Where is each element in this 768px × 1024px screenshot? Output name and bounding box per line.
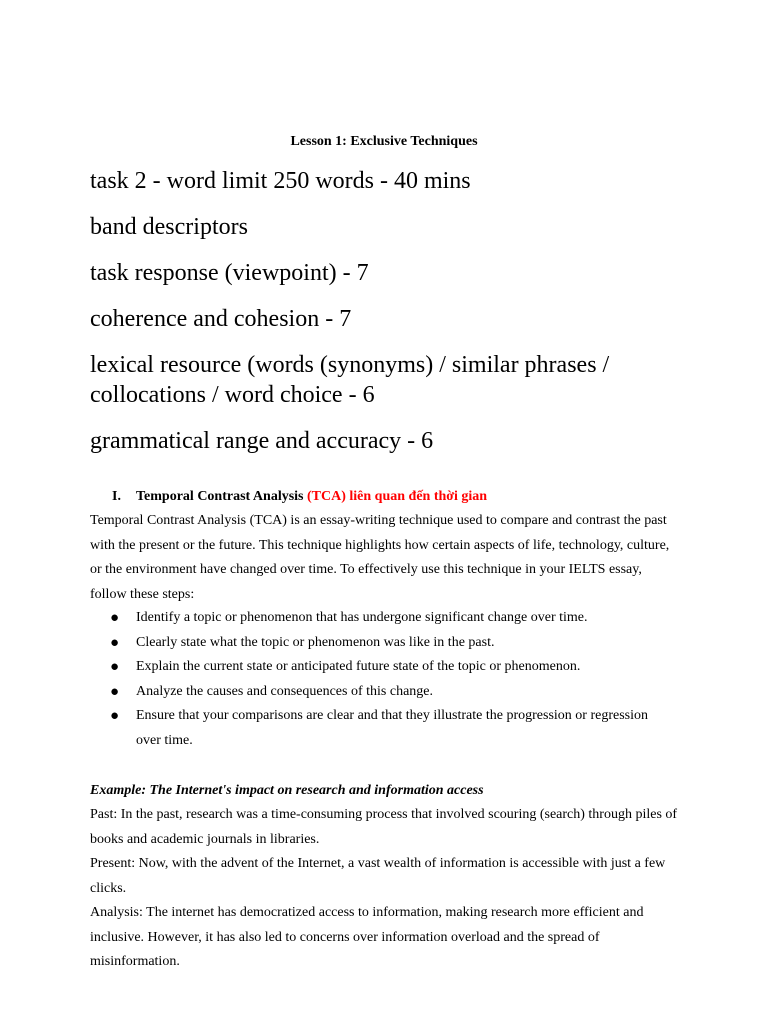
note-coherence-cohesion: coherence and cohesion - 7	[90, 306, 352, 332]
bullet-icon: ●	[110, 634, 120, 651]
step-text: Analyze the causes and consequences of this change.	[136, 683, 433, 699]
bullet-icon: ●	[110, 683, 120, 700]
step-text: Identify a topic or phenomenon that has undergone significant change over time.	[136, 610, 588, 625]
section-heading	[112, 487, 487, 507]
list-item	[110, 631, 670, 656]
notes-block	[90, 166, 690, 472]
list-item	[110, 680, 670, 705]
bullet-icon: ●	[110, 610, 120, 626]
list-item	[110, 704, 670, 753]
section-numeral: I.	[112, 489, 121, 504]
step-text: Ensure that your comparisons are clear and that they illustrate the progression or regression over time.	[136, 708, 649, 748]
section-title: Temporal Contrast Analysis	[136, 489, 304, 504]
list-item	[110, 655, 670, 680]
note-band-descriptors: band descriptors	[90, 214, 248, 240]
bullet-icon: ●	[110, 659, 120, 675]
bullet-icon: ●	[110, 708, 120, 724]
example-body	[90, 803, 680, 975]
steps-list	[110, 606, 670, 753]
step-text: Clearly state what the topic or phenomenon was like in the past.	[136, 634, 495, 650]
example-past: Past: In the past, research was a time-consuming process that involved scouring (search) through piles of books and academic journals in libraries.	[90, 807, 678, 847]
example-present: Present: Now, with the advent of the Internet, a vast wealth of information is accessible with just a few clicks.	[90, 856, 666, 896]
list-item	[110, 606, 670, 631]
lesson-title: Lesson 1: Exclusive Techniques	[290, 134, 478, 149]
section-intro: Temporal Contrast Analysis (TCA) is an essay-writing technique used to compare and contrast the past with the present or the future. This technique highlights how certain aspects of life, technology, culture, or the environment have changed over time. To effectively use this technique in your IELTS essay, follow these steps:	[90, 513, 670, 602]
note-task-2: task 2 - word limit 250 words - 40 mins	[90, 168, 471, 194]
step-text: Explain the current state or anticipated future state of the topic or phenomenon.	[136, 659, 581, 674]
example-heading: Example: The Internet's impact on research and information access	[90, 783, 484, 798]
note-lexical-resource: lexical resource (words (synonyms) / similar phrases / collocations / word choice - 6	[90, 352, 610, 408]
section-subtitle-red: (TCA) liên quan đến thời gian	[307, 489, 488, 504]
example-analysis: Analysis: The internet has democratized access to information, making research more efficient and inclusive. However, it has also led to concerns over information overload and the spread of misinformation.	[90, 905, 644, 969]
note-grammatical-range: grammatical range and accuracy - 6	[90, 428, 434, 454]
note-task-response: task response (viewpoint) - 7	[90, 260, 369, 286]
